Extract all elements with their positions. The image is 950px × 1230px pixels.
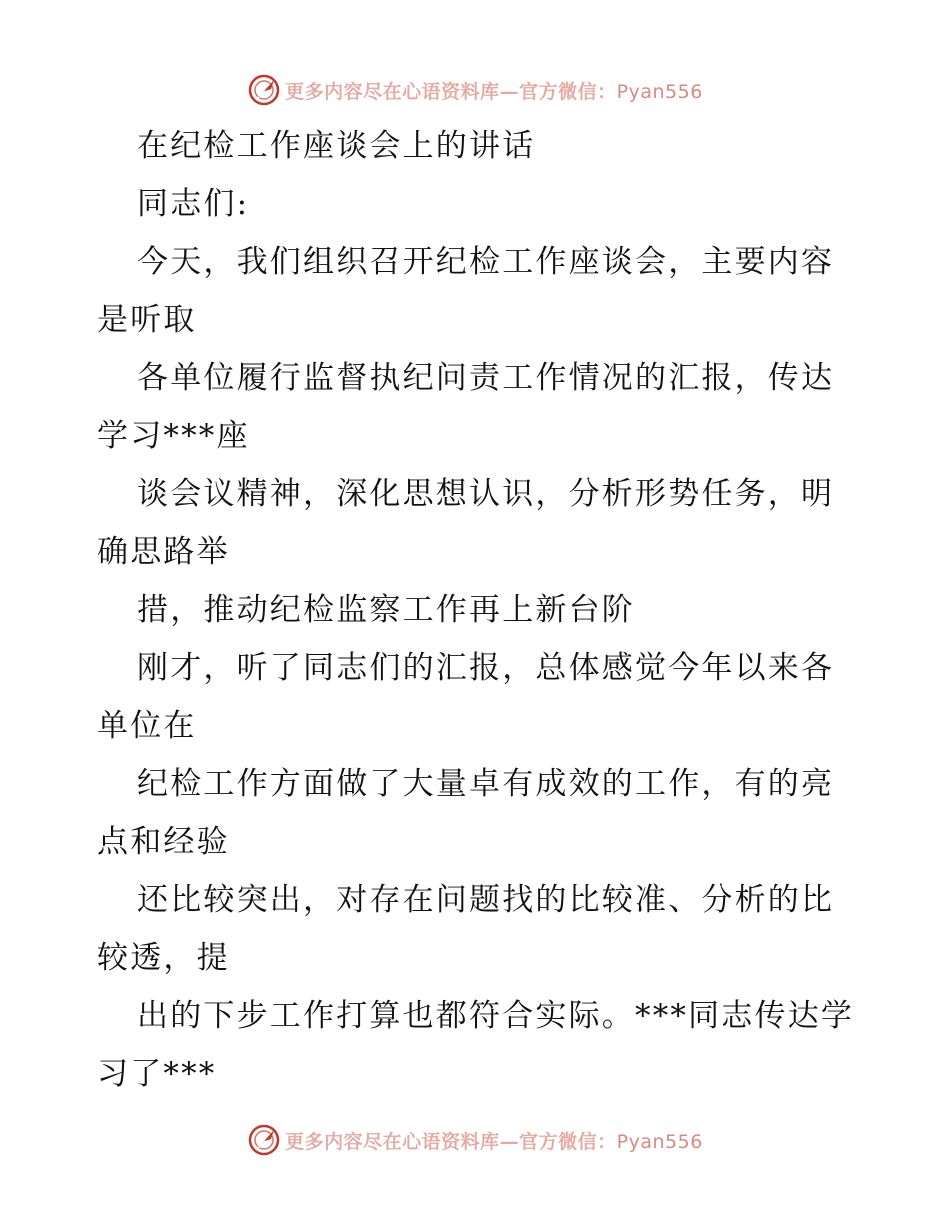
paragraph: 纪检工作方面做了大量卓有成效的工作，有的亮点和经验 [97,766,835,860]
quill-logo-icon [247,1123,281,1157]
watermark-text: 更多内容尽在心语资料库—官方微信：Pyan556 [285,80,703,103]
document-body [97,117,867,1103]
paragraph: 还比较突出，对存在问题找的比较准、分析的比较透，提 [97,882,835,976]
header-watermark [0,70,950,110]
paragraph: 刚才，听了同志们的汇报，总体感觉今年以来各单位在 [97,650,835,744]
watermark-handle: Pyan556 [616,80,703,103]
paragraph: 措，推动纪检监察工作再上新台阶 [137,592,635,628]
paragraph: 谈会议精神，深化思想认识，分析形势任务，明确思路举 [97,476,835,570]
paragraph: 出的下步工作打算也都符合实际。***同志传达学习了*** [97,998,855,1092]
watermark-text: 更多内容尽在心语资料库—官方微信：Pyan556 [285,1130,703,1153]
paragraph: 今天，我们组织召开纪检工作座谈会，主要内容是听取 [97,244,835,338]
document-title: 在纪检工作座谈会上的讲话 [137,128,536,164]
quill-logo-icon [247,73,281,107]
paragraph: 各单位履行监督执纪问责工作情况的汇报，传达学习***座 [97,360,835,454]
footer-watermark [0,1120,950,1160]
watermark-handle: Pyan556 [616,1130,703,1153]
salutation: 同志们: [137,186,250,222]
